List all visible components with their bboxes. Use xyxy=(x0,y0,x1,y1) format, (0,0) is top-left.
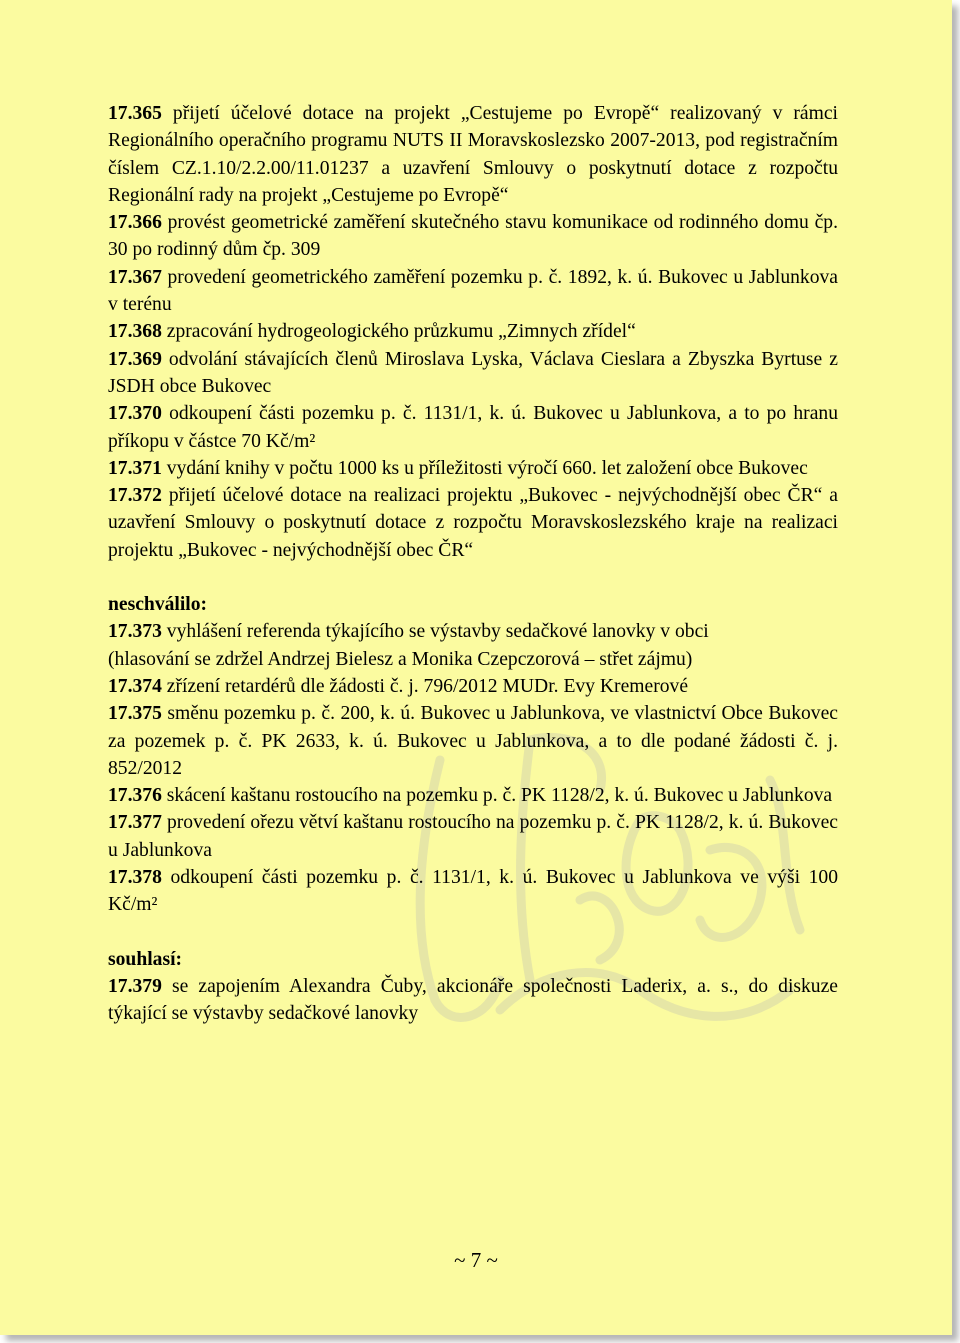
resolution-text: provedení ořezu větví kaštanu rostoucího na pozemku p. č. PK 1128/2, k. ú. Bukovec u Jablunkova xyxy=(108,812,838,861)
resolution-item xyxy=(108,264,838,319)
resolution-number: 17.379 xyxy=(108,975,162,997)
resolution-item xyxy=(108,809,838,864)
resolution-text: odvolání stávajících členů Miroslava Lyska, Václava Cieslara a Zbyszka Byrtuse z JSDH obce Bukovec xyxy=(108,348,838,397)
resolution-number: 17.377 xyxy=(108,812,162,834)
resolution-list xyxy=(108,100,838,1028)
resolution-number: 17.372 xyxy=(108,485,162,507)
resolution-text: zřízení retardérů dle žádosti č. j. 796/2012 MUDr. Evy Kremerové xyxy=(161,675,689,697)
resolution-item xyxy=(108,455,838,482)
section-spacer xyxy=(108,564,838,591)
resolution-text: provedení geometrického zaměření pozemku p. č. 1892, k. ú. Bukovec u Jablunkova v terénu xyxy=(108,266,838,316)
resolution-number: 17.375 xyxy=(108,703,162,725)
resolution-text: odkoupení části pozemku p. č. 1131/1, k. ú. Bukovec u Jablunkova, a to po hranu příkopu v částce 70 Kč/m² xyxy=(108,403,838,452)
resolution-item xyxy=(108,100,838,209)
resolution-item xyxy=(108,318,838,345)
resolution-number: 17.368 xyxy=(108,321,162,343)
resolution-number: 17.371 xyxy=(108,457,162,479)
resolution-text: odkoupení části pozemku p. č. 1131/1, k. ú. Bukovec u Jablunkova ve výši 100 Kč/m² xyxy=(108,867,838,916)
resolution-number: 17.365 xyxy=(108,103,162,124)
resolution-item xyxy=(108,209,838,264)
resolution-number: 17.370 xyxy=(108,403,162,425)
resolution-item xyxy=(108,973,838,1028)
approved-items xyxy=(108,100,838,564)
resolution-number: 17.374 xyxy=(108,675,162,697)
resolution-text: se zapojením Alexandra Čuby, akcionáře společnosti Laderix, a. s., do diskuze týkající se výstavby sedačkové lanovky xyxy=(108,975,838,1025)
resolution-item xyxy=(108,618,838,645)
section-spacer xyxy=(108,919,838,946)
page-number: ~ 7 ~ xyxy=(454,1248,498,1272)
voting-note xyxy=(108,646,838,673)
resolution-item xyxy=(108,400,838,455)
resolution-number: 17.367 xyxy=(108,266,162,288)
resolution-item xyxy=(108,673,838,700)
resolution-item xyxy=(108,782,838,809)
resolution-text: (hlasování se zdržel Andrzej Bielesz a Monika Czepczorová – střet zájmu) xyxy=(108,648,693,670)
resolution-number: 17.376 xyxy=(108,785,162,807)
section-heading-rejected: neschválilo: xyxy=(108,594,208,616)
resolution-text: zpracování hydrogeologického průzkumu „Zimnych zřídel“ xyxy=(161,321,636,343)
resolution-text: přijetí účelové dotace na projekt „Cestujeme po Evropě“ realizovaný v rámci Regionálního operačního programu NUTS II Moravskoslezsko 2007-2013, pod registračním číslem CZ.1.10/2.2.00/11.01237 a uzavření Smlouvy o poskytnutí dotace z rozpočtu Regionální rady na projekt „Cestujeme po Evropě“ xyxy=(108,103,838,206)
resolution-number: 17.378 xyxy=(108,867,162,889)
resolution-text: vydání knihy v počtu 1000 ks u příležitosti výročí 660. let založení obce Bukovec xyxy=(161,457,808,479)
resolution-text: přijetí účelové dotace na realizaci projektu „Bukovec - nejvýchodnější obec ČR“ a uzavření Smlouvy o poskytnutí dotace z rozpočtu Moravskoslezského kraje na realizaci projektu „Bukovec - nejvýchodnější obec ČR“ xyxy=(108,485,838,561)
resolution-item xyxy=(108,482,838,564)
resolution-number: 17.373 xyxy=(108,621,162,643)
resolution-text: vyhlášení referenda týkajícího se výstavby sedačkové lanovky v obci xyxy=(161,621,709,643)
resolution-text: skácení kaštanu rostoucího na pozemku p. č. PK 1128/2, k. ú. Bukovec u Jablunkova xyxy=(161,785,833,807)
resolution-item xyxy=(108,864,838,919)
resolution-item xyxy=(108,346,838,401)
resolution-item xyxy=(108,700,838,782)
resolution-text: provést geometrické zaměření skutečného stavu komunikace od rodinného domu čp. 30 po rodinný dům čp. 309 xyxy=(108,212,838,261)
resolution-text: směnu pozemku p. č. 200, k. ú. Bukovec u Jablunkova, ve vlastnictví Obce Bukovec za pozemek p. č. PK 2633, k. ú. Bukovec u Jablunkova, a to dle podané žádosti č. j. 852/2012 xyxy=(108,703,838,779)
section-heading-agrees: souhlasí: xyxy=(108,948,183,970)
rejected-items xyxy=(108,618,838,918)
agreed-items xyxy=(108,973,838,1028)
resolution-number: 17.366 xyxy=(108,212,162,234)
resolution-number: 17.369 xyxy=(108,348,162,370)
